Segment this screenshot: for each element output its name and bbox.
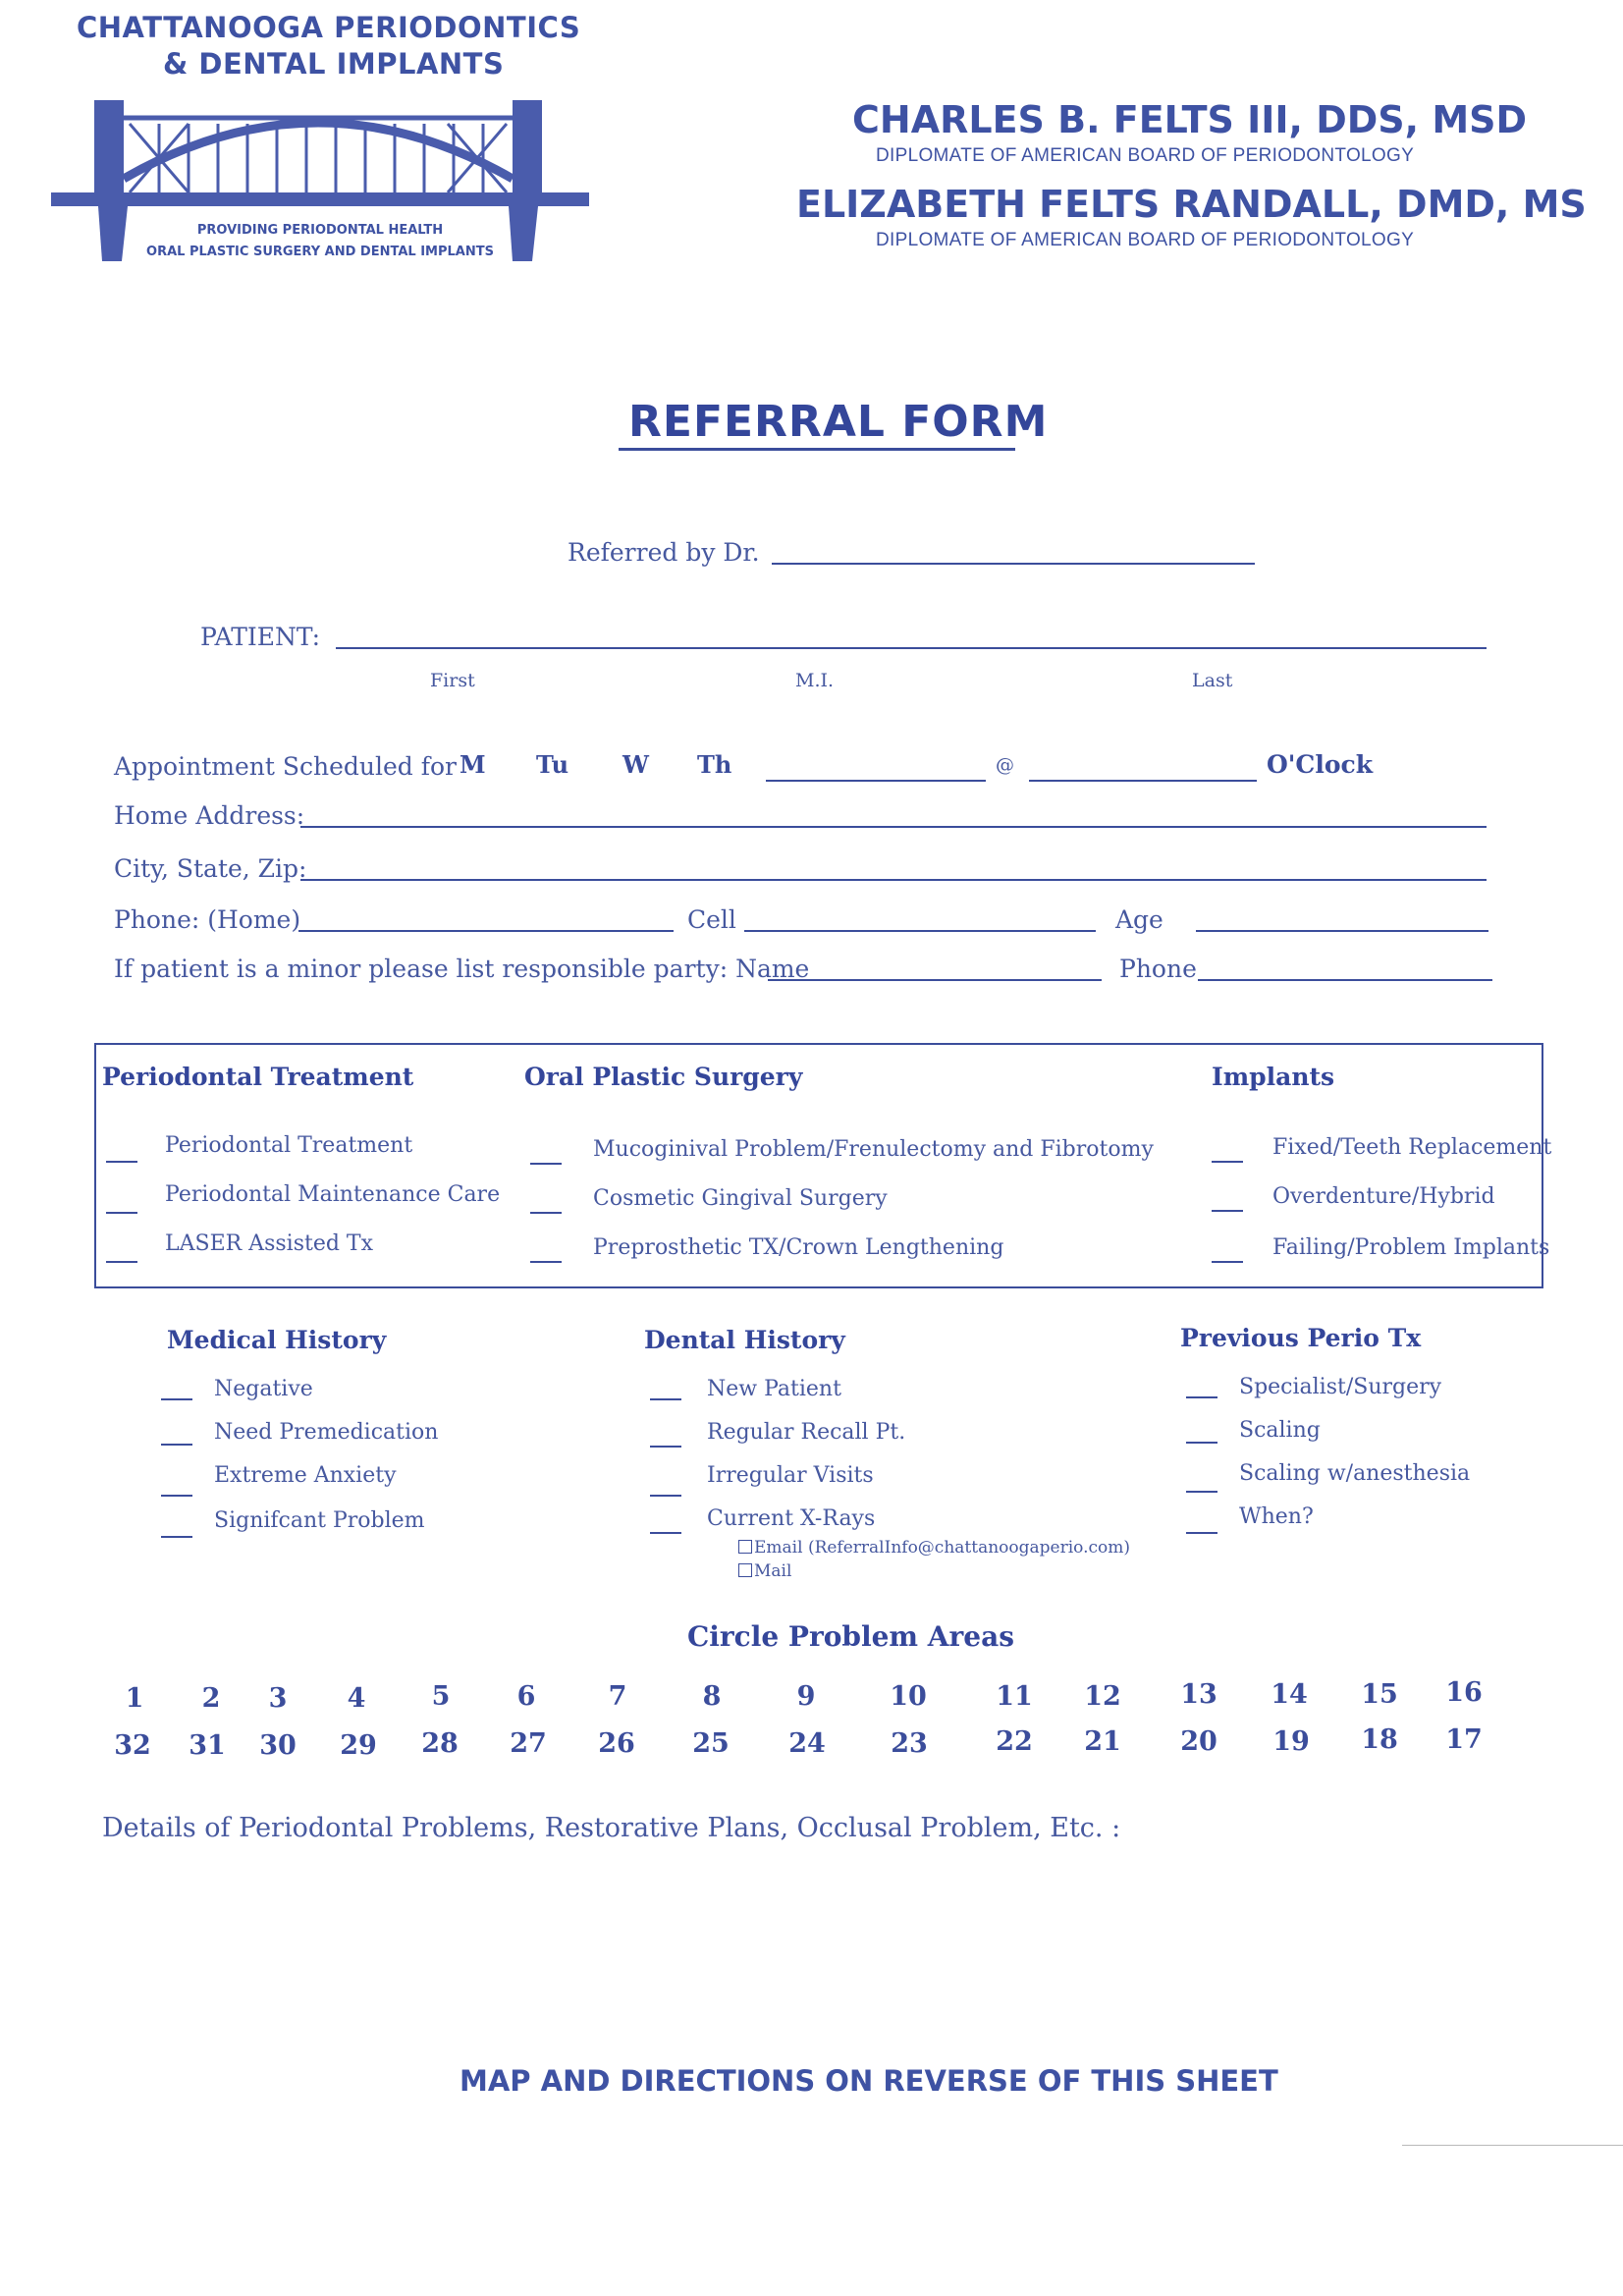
day-thursday[interactable]: Th [697,750,732,779]
tooth-25[interactable]: 25 [692,1728,730,1759]
medical-checkbox-3[interactable] [161,1495,192,1497]
patient-mi-caption: M.I. [795,670,835,691]
tooth-17[interactable]: 17 [1445,1724,1483,1755]
tooth-9[interactable]: 9 [796,1681,816,1712]
implants-checkbox-1[interactable] [1212,1161,1243,1163]
tooth-6[interactable]: 6 [516,1681,536,1712]
referred-by-field[interactable] [772,563,1255,565]
details-area[interactable] [102,1856,1516,2043]
tooth-18[interactable]: 18 [1361,1724,1398,1755]
doctor-2-credential: DIPLOMATE OF AMERICAN BOARD OF PERIODONTOLOGY [876,230,1415,250]
tooth-20[interactable]: 20 [1180,1726,1217,1757]
oral-plastic-heading: Oral Plastic Surgery [524,1063,803,1091]
tooth-8[interactable]: 8 [702,1681,722,1712]
tooth-4[interactable]: 4 [347,1683,366,1714]
doctor-1-name: CHARLES B. FELTS III, DDS, MSD [852,98,1528,141]
tooth-15[interactable]: 15 [1361,1679,1398,1710]
dental-checkbox-4[interactable] [650,1532,681,1534]
dental-checkbox-1[interactable] [650,1398,681,1400]
previous-item-1: Specialist/Surgery [1239,1375,1442,1399]
home-address-label: Home Address: [114,801,305,830]
xray-mail-checkbox[interactable] [738,1563,752,1577]
dental-item-1: New Patient [707,1377,841,1401]
periodontal-checkbox-2[interactable] [106,1212,137,1214]
tooth-11[interactable]: 11 [996,1681,1033,1712]
tooth-23[interactable]: 23 [891,1728,928,1759]
home-address-field[interactable] [300,826,1487,828]
xray-email-checkbox[interactable] [738,1540,752,1554]
appointment-time-field[interactable] [1029,780,1257,782]
tooth-22[interactable]: 22 [996,1726,1033,1757]
medical-item-1: Negative [214,1377,313,1401]
periodontal-checkbox-3[interactable] [106,1261,137,1263]
tooth-19[interactable]: 19 [1272,1726,1310,1757]
dental-checkbox-3[interactable] [650,1495,681,1497]
responsible-phone-field[interactable] [1198,979,1492,981]
medical-checkbox-2[interactable] [161,1444,192,1446]
tooth-24[interactable]: 24 [788,1728,826,1759]
previous-item-4: When? [1239,1504,1314,1529]
problem-areas-heading: Circle Problem Areas [687,1620,1015,1653]
xray-mail-option[interactable] [738,1561,791,1581]
xray-email-label: Email (ReferralInfo@chattanoogaperio.com) [754,1538,1130,1558]
appointment-date-field[interactable] [766,780,986,782]
age-field[interactable] [1196,930,1488,932]
periodontal-item-1: Periodontal Treatment [165,1133,413,1158]
tooth-26[interactable]: 26 [598,1728,635,1759]
tooth-13[interactable]: 13 [1180,1679,1217,1710]
appointment-label: Appointment Scheduled for [114,752,457,781]
age-label: Age [1115,905,1163,934]
patient-label: PATIENT: [200,623,321,651]
tagline-line1: PROVIDING PERIODONTAL HEALTH [196,223,444,238]
dental-item-3: Irregular Visits [707,1463,874,1488]
previous-item-3: Scaling w/anesthesia [1239,1461,1471,1486]
oclock-label: O'Clock [1267,750,1374,779]
previous-checkbox-4[interactable] [1186,1532,1217,1534]
phone-home-field[interactable] [298,930,674,932]
referred-by-label: Referred by Dr. [568,538,760,567]
periodontal-checkbox-1[interactable] [106,1161,137,1163]
form-title-underline [619,448,1015,451]
tooth-7[interactable]: 7 [608,1681,627,1712]
tagline-line2: ORAL PLASTIC SURGERY AND DENTAL IMPLANTS [146,245,494,259]
oral-plastic-checkbox-1[interactable] [530,1163,562,1165]
tooth-27[interactable]: 27 [510,1728,547,1759]
tooth-21[interactable]: 21 [1084,1726,1121,1757]
oral-plastic-item-1: Mucoginival Problem/Frenulectomy and Fibrotomy [593,1137,1154,1162]
tooth-10[interactable]: 10 [890,1681,927,1712]
phone-home-label: Phone: (Home) [114,905,301,934]
previous-checkbox-1[interactable] [1186,1396,1217,1398]
minor-responsible-label: If patient is a minor please list responsible party: Name [114,955,810,983]
medical-item-4: Signifcant Problem [214,1508,425,1533]
dental-item-2: Regular Recall Pt. [707,1420,906,1445]
xray-mail-label: Mail [754,1561,792,1581]
oral-plastic-item-2: Cosmetic Gingival Surgery [593,1186,888,1211]
cell-field[interactable] [744,930,1096,932]
oral-plastic-item-3: Preprosthetic TX/Crown Lengthening [593,1235,1004,1260]
form-title: REFERRAL FORM [628,397,1049,447]
tooth-29[interactable]: 29 [340,1730,377,1761]
periodontal-treatment-heading: Periodontal Treatment [102,1063,414,1091]
medical-item-3: Extreme Anxiety [214,1463,397,1488]
page-edge-line [1402,2145,1623,2146]
previous-item-2: Scaling [1239,1418,1321,1443]
tooth-32[interactable]: 32 [114,1730,151,1761]
day-tuesday[interactable]: Tu [536,750,569,779]
cell-label: Cell [687,905,736,934]
practice-name-line2: & DENTAL IMPLANTS [163,47,505,81]
medical-history-heading: Medical History [167,1326,387,1354]
medical-checkbox-1[interactable] [161,1398,192,1400]
tooth-5[interactable]: 5 [431,1681,451,1712]
responsible-phone-label: Phone [1119,955,1197,983]
tooth-2[interactable]: 2 [201,1683,221,1714]
practice-name-line1: CHATTANOOGA PERIODONTICS [77,11,581,44]
city-state-zip-label: City, State, Zip: [114,854,307,883]
patient-first-caption: First [430,670,475,691]
previous-checkbox-2[interactable] [1186,1442,1217,1444]
medical-checkbox-4[interactable] [161,1536,192,1538]
tooth-12[interactable]: 12 [1084,1681,1121,1712]
periodontal-item-2: Periodontal Maintenance Care [165,1182,501,1207]
implants-item-1: Fixed/Teeth Replacement [1272,1135,1552,1160]
day-monday[interactable]: M [460,750,486,779]
dental-history-heading: Dental History [644,1326,845,1354]
tooth-1[interactable]: 1 [125,1683,144,1714]
xray-email-option[interactable] [738,1538,1130,1558]
medical-item-2: Need Premedication [214,1420,439,1445]
previous-perio-heading: Previous Perio Tx [1180,1324,1422,1352]
implants-checkbox-3[interactable] [1212,1261,1243,1263]
previous-checkbox-3[interactable] [1186,1491,1217,1493]
dental-item-4: Current X-Rays [707,1506,876,1531]
implants-item-3: Failing/Problem Implants [1272,1235,1550,1260]
dental-checkbox-2[interactable] [650,1446,681,1448]
doctor-1-credential: DIPLOMATE OF AMERICAN BOARD OF PERIODONTOLOGY [876,145,1415,166]
tooth-31[interactable]: 31 [189,1730,226,1761]
oral-plastic-checkbox-3[interactable] [530,1261,562,1263]
responsible-name-field[interactable] [768,979,1102,981]
tooth-16[interactable]: 16 [1445,1677,1483,1708]
implants-item-2: Overdenture/Hybrid [1272,1184,1495,1209]
doctor-2-name: ELIZABETH FELTS RANDALL, DMD, MS [796,183,1587,226]
implants-checkbox-2[interactable] [1212,1210,1243,1212]
day-wednesday[interactable]: W [622,750,649,779]
tooth-28[interactable]: 28 [421,1728,459,1759]
tooth-14[interactable]: 14 [1271,1679,1308,1710]
tooth-30[interactable]: 30 [259,1730,297,1761]
periodontal-item-3: LASER Assisted Tx [165,1231,373,1256]
tooth-3[interactable]: 3 [268,1683,288,1714]
map-directions-note: MAP AND DIRECTIONS ON REVERSE OF THIS SHEET [460,2064,1278,2098]
patient-last-caption: Last [1192,670,1233,691]
oral-plastic-checkbox-2[interactable] [530,1212,562,1214]
city-state-zip-field[interactable] [300,879,1487,881]
logo-tagline [102,220,538,263]
at-symbol: @ [996,754,1014,776]
implants-heading: Implants [1212,1063,1335,1091]
patient-name-field[interactable] [336,647,1487,649]
details-label: Details of Periodontal Problems, Restorative Plans, Occlusal Problem, Etc. : [102,1813,1121,1843]
